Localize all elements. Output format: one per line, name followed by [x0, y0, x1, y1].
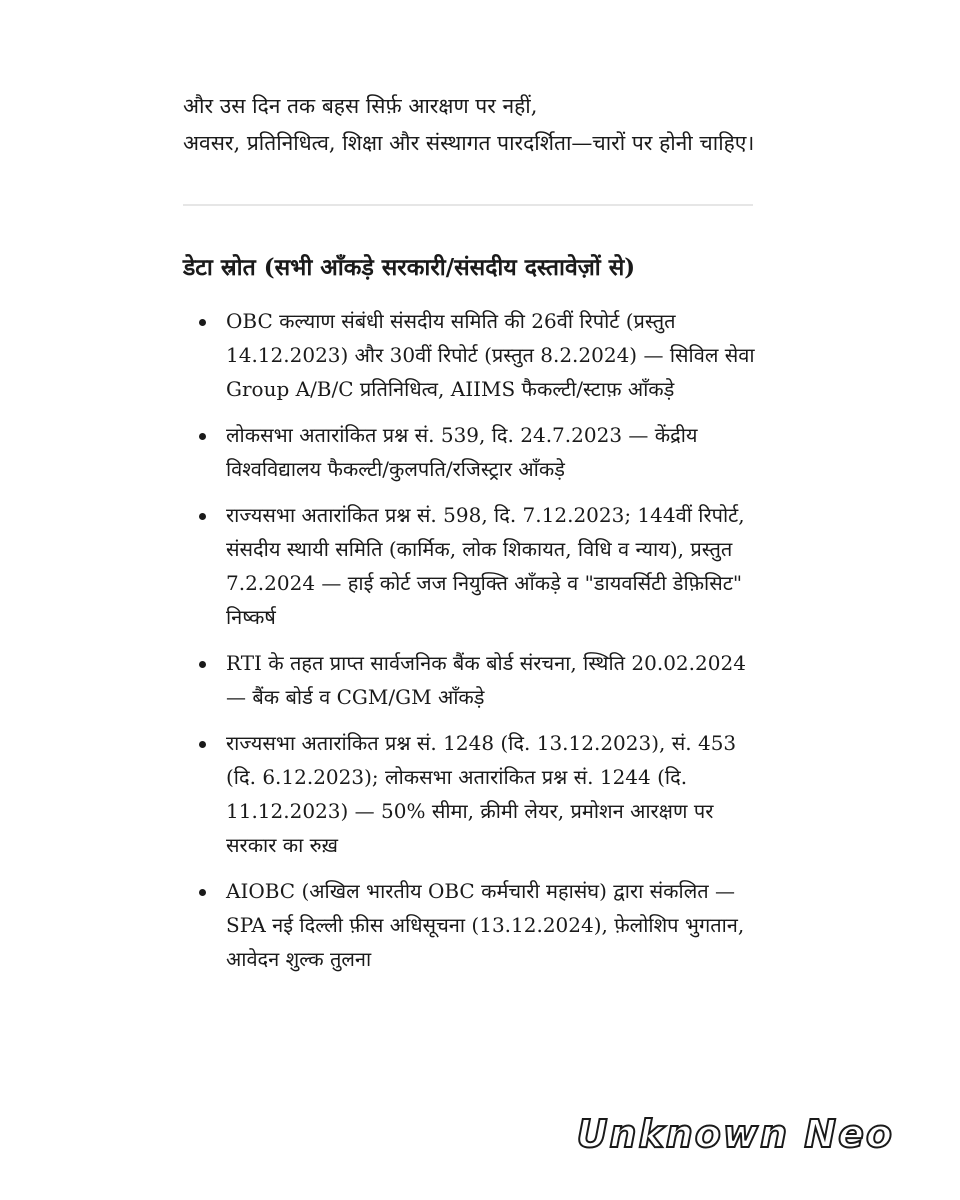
- list-item: [183, 646, 758, 714]
- list-item-text: OBC कल्याण संबंधी संसदीय समिति की 26वीं रिपोर्ट (प्रस्तुत 14.12.2023) और 30वीं रिपोर्ट (प्रस्तुत 8.2.2024) — सिविल सेवा Group A/B/C प्रतिनिधित्व, AIIMS फैकल्टी/स्टाफ़ आँकड़े: [226, 309, 755, 401]
- intro-paragraph: [183, 88, 758, 162]
- bullet-icon: [199, 433, 206, 440]
- bullet-icon: [199, 661, 206, 668]
- data-sources-heading: डेटा स्रोत (सभी आँकड़े सरकारी/संसदीय दस्तावेज़ों से): [183, 254, 636, 281]
- list-item: [183, 304, 758, 406]
- bullet-icon: [199, 319, 206, 326]
- bullet-icon: [199, 741, 206, 748]
- list-item: [183, 418, 758, 486]
- bullet-icon: [199, 513, 206, 520]
- author-watermark: Unknown Neo: [576, 1112, 894, 1156]
- list-item-text: AIOBC (अखिल भारतीय OBC कर्मचारी महासंघ) द्वारा संकलित — SPA नई दिल्ली फ़ीस अधिसूचना (13.12.2024), फ़ेलोशिप भुगतान, आवेदन शुल्क तुलना: [226, 879, 745, 971]
- list-item-text: राज्यसभा अतारांकित प्रश्न सं. 1248 (दि. 13.12.2023), सं. 453 (दि. 6.12.2023); लोकसभा अतारांकित प्रश्न सं. 1244 (दि. 11.12.2023) — 50% सीमा, क्रीमी लेयर, प्रमोशन आरक्षण पर सरकार का रुख़: [226, 731, 737, 857]
- list-item: [183, 874, 758, 976]
- list-item-text: RTI के तहत प्राप्त सार्वजनिक बैंक बोर्ड संरचना, स्थिति 20.02.2024 — बैंक बोर्ड व CGM/GM आँकड़े: [226, 651, 746, 709]
- intro-line-1: और उस दिन तक बहस सिर्फ़ आरक्षण पर नहीं,: [183, 94, 538, 118]
- article-body: [183, 88, 758, 988]
- list-item-text: लोकसभा अतारांकित प्रश्न सं. 539, दि. 24.7.2023 — केंद्रीय विश्वविद्यालय फैकल्टी/कुलपति/रजिस्ट्रार आँकड़े: [226, 423, 698, 481]
- list-item: [183, 498, 758, 634]
- intro-line-2: अवसर, प्रतिनिधित्व, शिक्षा और संस्थागत पारदर्शिता—चारों पर होनी चाहिए।: [183, 131, 755, 155]
- section-divider: [183, 204, 753, 206]
- bullet-icon: [199, 889, 206, 896]
- list-item: [183, 726, 758, 862]
- list-item-text: राज्यसभा अतारांकित प्रश्न सं. 598, दि. 7.12.2023; 144वीं रिपोर्ट, संसदीय स्थायी समिति (कार्मिक, लोक शिकायत, विधि व न्याय), प्रस्तुत 7.2.2024 — हाई कोर्ट जज नियुक्ति आँकड़े व "डायवर्सिटी डेफ़िसिट" निष्कर्ष: [226, 503, 745, 629]
- data-sources-list: [183, 304, 758, 976]
